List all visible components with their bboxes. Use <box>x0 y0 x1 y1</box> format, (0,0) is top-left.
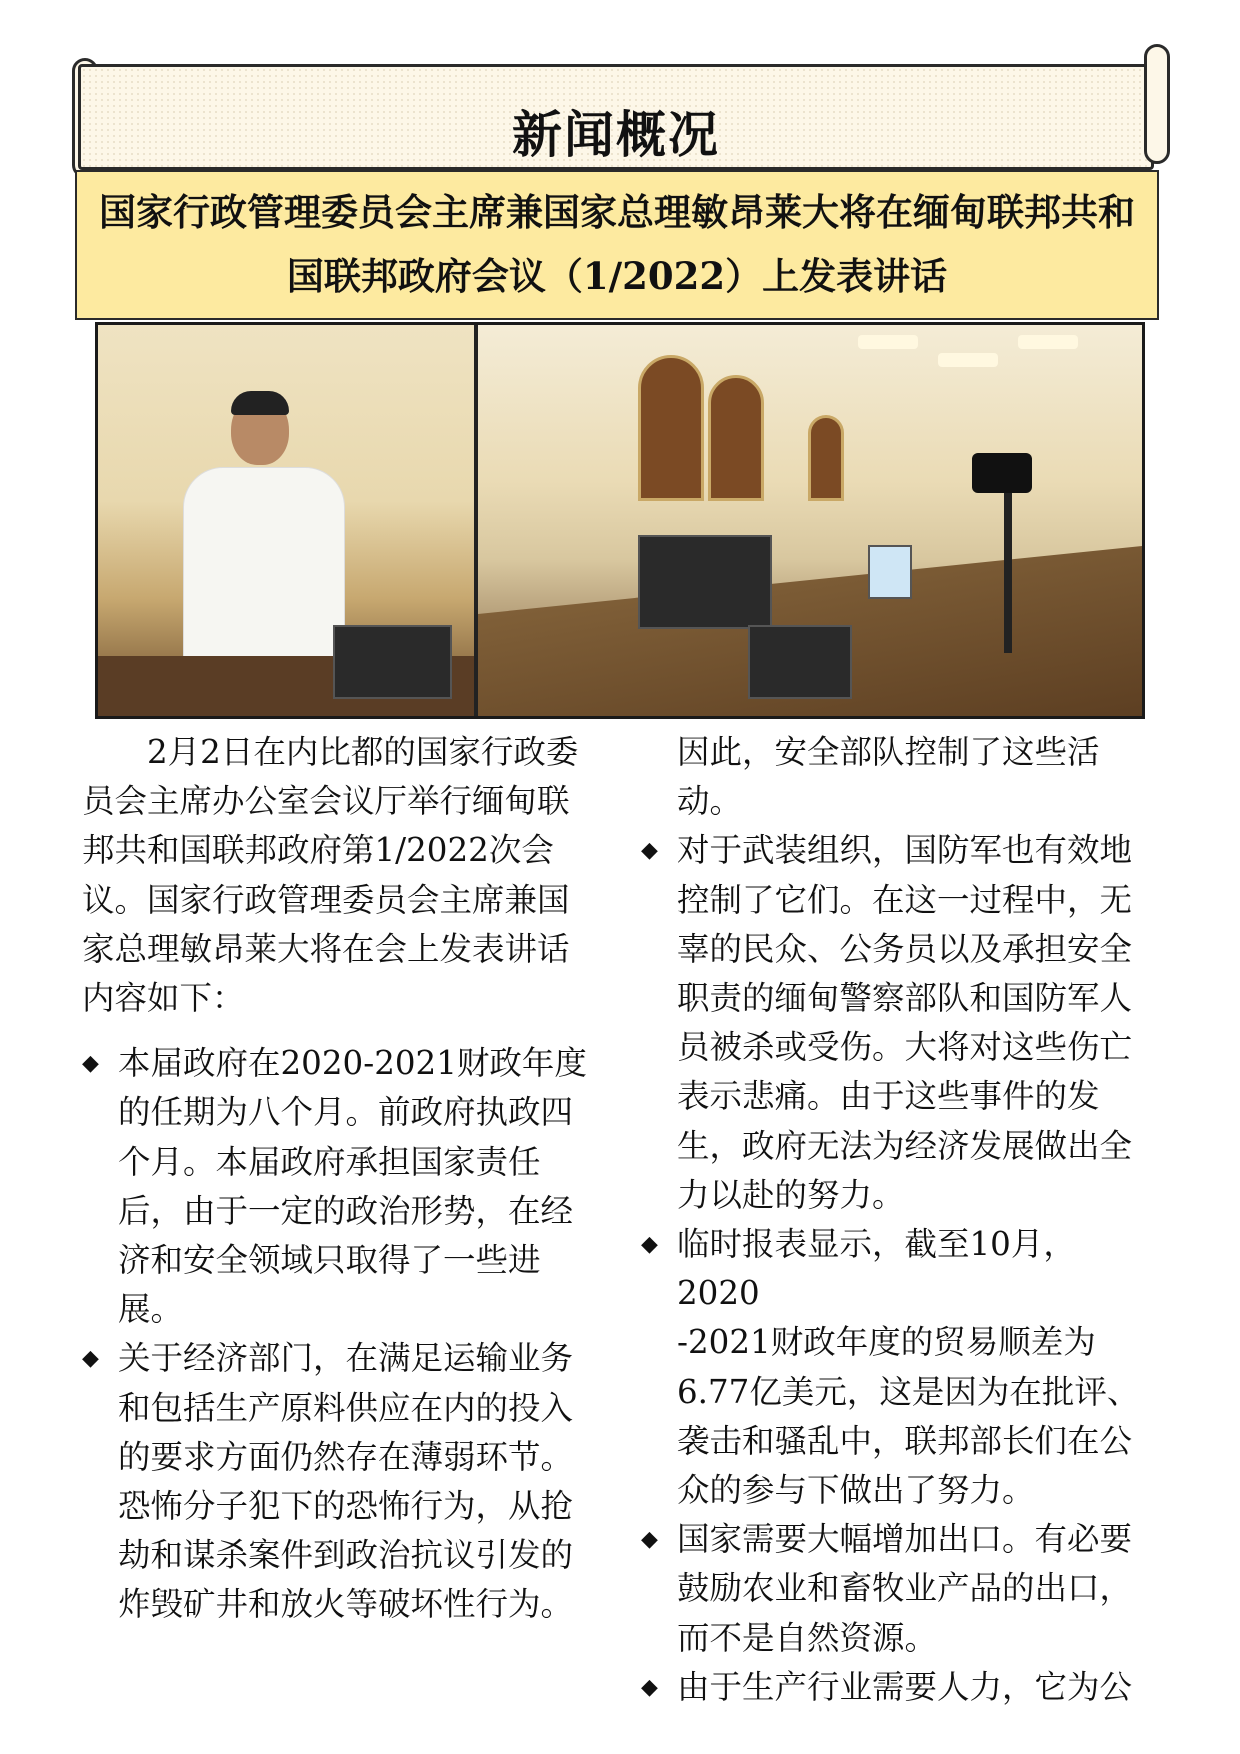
headline-line-1: 国家行政管理委员会主席兼国家总理敏昂莱大将在缅甸联邦共和 <box>99 190 1135 234</box>
bullet-line: 恐怖分子犯下的恐怖行为，从抢 <box>118 1487 574 1526</box>
hall-monitor <box>868 545 912 599</box>
bullet-line: 员被杀或受伤。大将对这些伤亡 <box>677 1028 1133 1067</box>
bullet-line: 本届政府在2020-2021财政年度 <box>118 1044 587 1083</box>
bullet-item <box>641 1515 1153 1663</box>
hall-monitor <box>748 625 852 699</box>
bullet-line: 由于生产行业需要人力，它为公 <box>677 1667 1133 1706</box>
bullet-line: 力以赴的努力。 <box>677 1175 905 1214</box>
headline-line-2: 国联邦政府会议（1/2022）上发表讲话 <box>286 254 948 298</box>
left-column <box>82 728 594 1630</box>
bullet-line: 鼓励农业和畜牧业产品的出口， <box>677 1569 1133 1608</box>
bullet-line: 众的参与下做出了努力。 <box>677 1471 1035 1510</box>
intro-line: 家总理敏昂莱大将在会上发表讲话 <box>82 929 570 968</box>
video-camera <box>972 453 1032 493</box>
page-title: 新闻概况 <box>512 105 720 164</box>
continuation-line: 因此，安全部队控制了这些活 <box>677 733 1100 771</box>
bullet-line: 6.77亿美元，这是因为在批评、 <box>677 1372 1140 1411</box>
bullet-icon: ◆ <box>82 1051 99 1077</box>
photo-meeting-hall <box>478 325 1142 716</box>
hall-door <box>638 355 704 501</box>
hall-door <box>808 415 844 501</box>
bullet-line: 对于武装组织，国防军也有效地 <box>677 831 1133 870</box>
intro-line: 2月2日在内比都的国家行政委 <box>147 733 579 771</box>
bullet-line: 后，由于一定的政治形势，在经 <box>118 1191 574 1230</box>
bullet-line: 个月。本届政府承担国家责任 <box>118 1142 541 1181</box>
bullet-line: 劫和谋杀案件到政治抗议引发的 <box>118 1536 574 1575</box>
bullet-line: 展。 <box>118 1290 184 1329</box>
intro-paragraph <box>82 728 594 1023</box>
continuation-paragraph <box>641 728 1153 826</box>
bullet-line: 临时报表显示，截至10月，2020 <box>677 1225 1076 1313</box>
intro-line: 员会主席办公室会议厅举行缅甸联 <box>82 782 570 821</box>
title-banner <box>78 64 1154 170</box>
bullet-line: 关于经济部门，在满足运输业务 <box>118 1339 574 1378</box>
bullet-icon: ◆ <box>641 1232 658 1258</box>
bullet-line: 炸毁矿井和放火等破坏性行为。 <box>118 1585 574 1624</box>
bullet-icon: ◆ <box>641 1674 658 1700</box>
bullet-line: 表示悲痛。由于这些事件的发 <box>677 1077 1100 1116</box>
bullet-item <box>641 826 1153 1220</box>
right-column <box>641 728 1153 1712</box>
bullet-icon: ◆ <box>82 1346 99 1372</box>
bullet-item <box>641 1663 1153 1712</box>
speaker-monitor <box>333 625 452 699</box>
bullet-line: 职责的缅甸警察部队和国防军人 <box>677 979 1133 1018</box>
bullet-item <box>82 1039 594 1334</box>
intro-line: 内容如下： <box>82 979 245 1018</box>
bullet-line: 济和安全领域只取得了一些进 <box>118 1241 541 1280</box>
photo-frame <box>95 322 1145 719</box>
intro-line: 邦共和国联邦政府第1/2022次会 <box>82 831 554 870</box>
photo-speaker <box>98 325 474 716</box>
bullet-line: 和包括生产原料供应在内的投入 <box>118 1388 574 1427</box>
bullet-line: 而不是自然资源。 <box>677 1618 938 1657</box>
bullet-icon: ◆ <box>641 838 658 864</box>
bullet-line: 的任期为八个月。前政府执政四 <box>118 1093 574 1132</box>
bullet-line: -2021财政年度的贸易顺差为 <box>677 1323 1096 1362</box>
bullet-line: 国家需要大幅增加出口。有必要 <box>677 1520 1133 1559</box>
camera-tripod <box>1004 493 1012 653</box>
hall-monitor <box>638 535 772 629</box>
bullet-line: 袭击和骚乱中，联邦部长们在公 <box>677 1421 1133 1460</box>
bullet-item <box>82 1334 594 1629</box>
intro-line: 议。国家行政管理委员会主席兼国 <box>82 880 570 919</box>
bullet-line: 控制了它们。在这一过程中，无 <box>677 880 1133 919</box>
continuation-line: 动。 <box>677 782 743 821</box>
scroll-curl-right <box>1144 44 1170 164</box>
headline-box <box>75 170 1159 320</box>
bullet-line: 的要求方面仍然存在薄弱环节。 <box>118 1437 574 1476</box>
hall-door <box>708 375 764 501</box>
bullet-icon: ◆ <box>641 1527 658 1553</box>
bullet-line: 辜的民众、公务员以及承担安全 <box>677 929 1133 968</box>
bullet-item <box>641 1220 1153 1515</box>
bullet-line: 生，政府无法为经济发展做出全 <box>677 1126 1133 1165</box>
